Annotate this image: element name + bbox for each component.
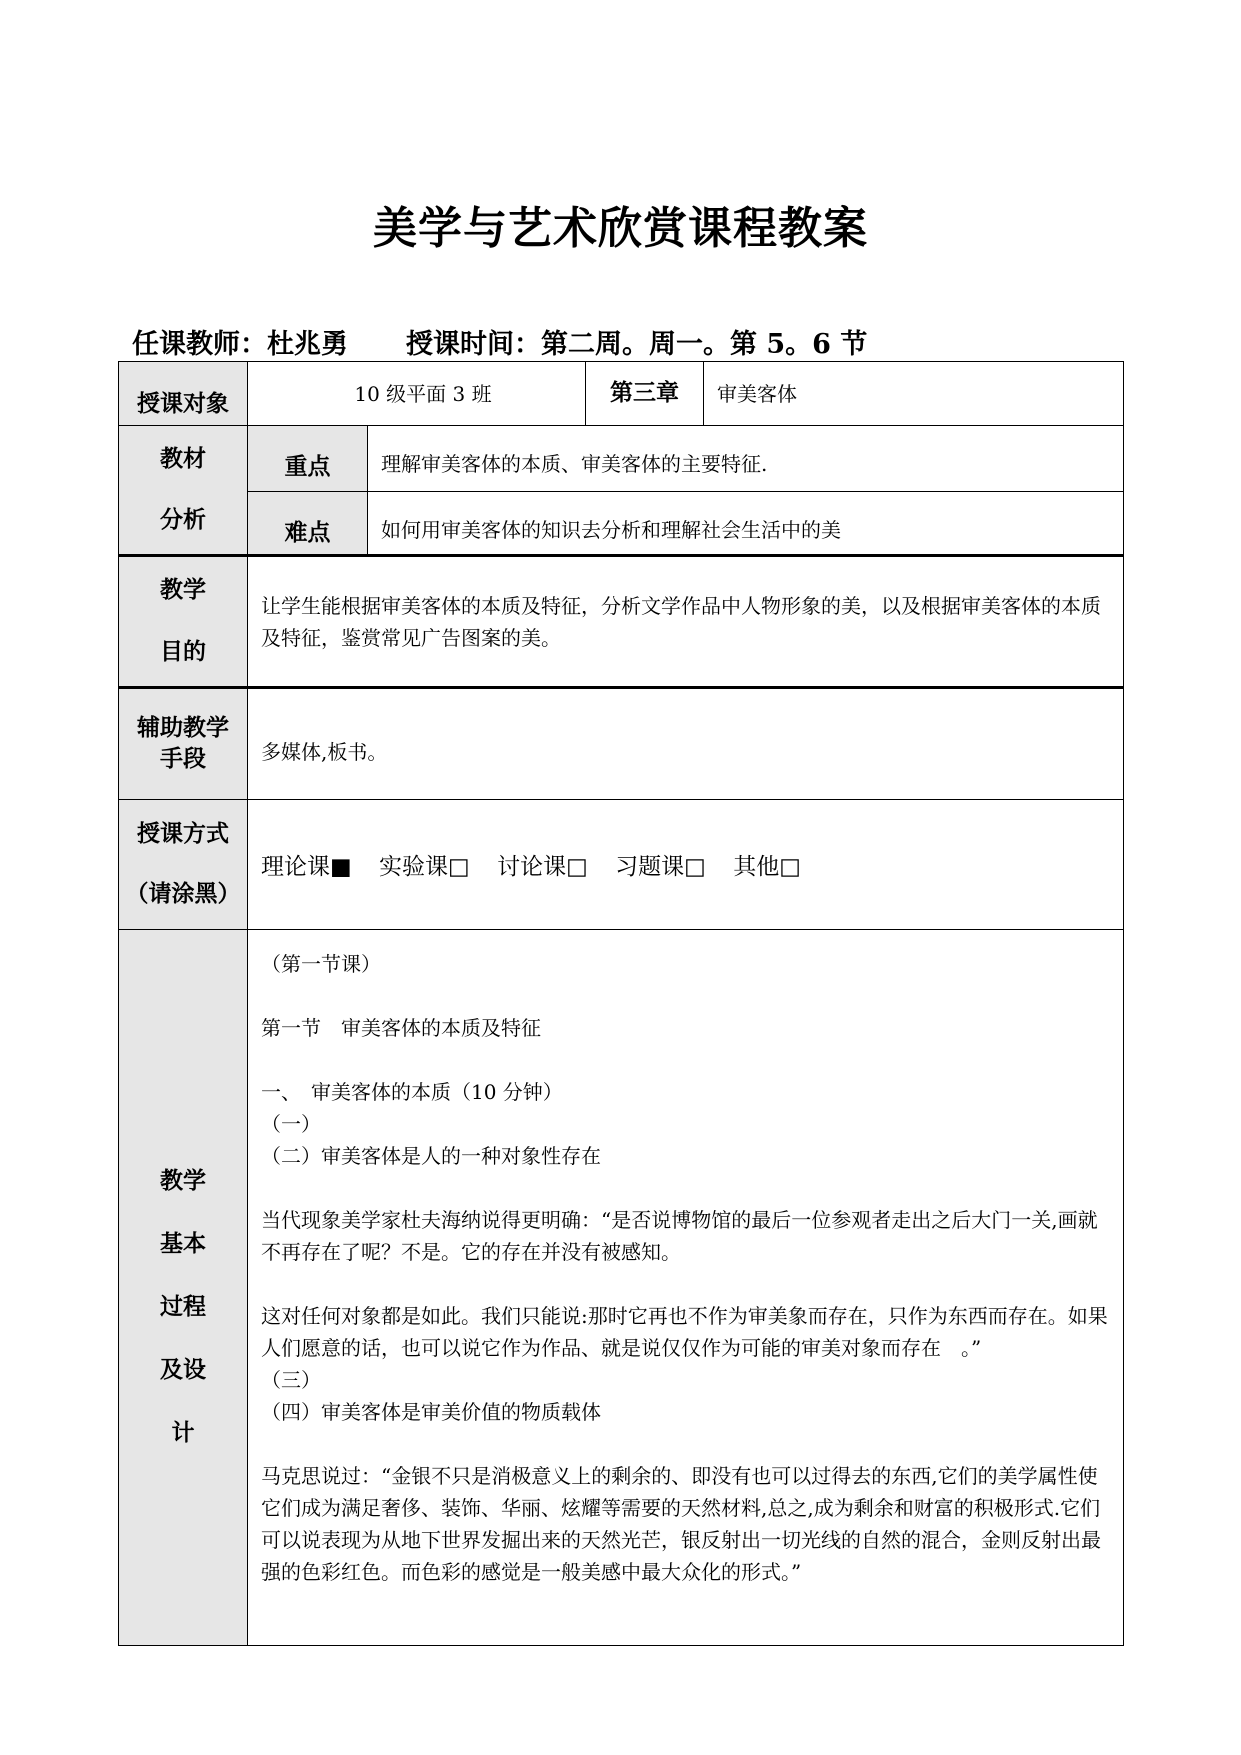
method-label-top: 授课方式 <box>137 821 229 848</box>
object-value: 10 级平面 3 班 <box>248 362 586 426</box>
process-line: 马克思说过：“金银不只是消极意义上的剩余的、即没有也可以过得去的东西,它们的美学属性使它们成为满足奢侈、装饰、华丽、炫耀等需要的天然材料,总之,成为剩余和财富的积极形式.它们可以说表现为从地下世界发掘出来的天然光芒，银反射出一切光线的自然的混合，金则反射出最强的色彩红色。而色彩的感觉是一般美感中最大众化的形式。” <box>261 1464 1101 1584</box>
aids-label <box>119 688 248 800</box>
process-label-4: 及设 <box>160 1357 206 1384</box>
goal-label-bottom: 目的 <box>160 638 206 665</box>
object-label: 授课对象 <box>119 362 248 426</box>
method-options <box>248 800 1124 930</box>
process-content <box>248 930 1124 1646</box>
method-option-discussion[interactable]: 讨论课□ <box>497 854 588 880</box>
process-label <box>119 930 248 1646</box>
key-point-value: 理解审美客体的本质、审美客体的主要特征. <box>368 426 1124 492</box>
material-label-bottom: 分析 <box>160 507 206 533</box>
process-line: 第一节 审美客体的本质及特征 <box>261 1016 541 1040</box>
material-label <box>119 426 248 556</box>
process-line: 这对任何对象都是如此。我们只能说:那时它再也不作为审美象而存在，只作为东西而存在。如果人们愿意的话，也可以说它作为作品、就是说仅仅作为可能的审美对象而存在 。” <box>261 1304 1108 1360</box>
process-line: 一、 审美客体的本质（10 分钟） <box>261 1080 563 1104</box>
teacher-info: 任课教师：杜兆勇 <box>132 329 348 360</box>
difficulty-value: 如何用审美客体的知识去分析和理解社会生活中的美 <box>368 492 1124 556</box>
process-line: 当代现象美学家杜夫海纳说得更明确：“是否说博物馆的最后一位参观者走出之后大门一关,画就不再存在了呢？不是。它的存在并没有被感知。 <box>261 1208 1098 1264</box>
aids-text: 多媒体,板书。 <box>248 688 1124 800</box>
class-time-info: 授课时间：第二周。周一。第 5。6 节 <box>406 329 868 360</box>
process-label-1: 教学 <box>160 1167 206 1194</box>
chapter-value: 审美客体 <box>704 362 1124 426</box>
goal-label-top: 教学 <box>160 577 206 604</box>
difficulty-label: 难点 <box>248 492 368 556</box>
process-line: （一） <box>261 1112 321 1136</box>
aids-label-top: 辅助教学 <box>137 714 229 741</box>
method-label <box>119 800 248 930</box>
chapter-label: 第三章 <box>586 362 704 426</box>
header-info <box>132 322 867 361</box>
goal-label <box>119 556 248 688</box>
method-option-theory[interactable]: 理论课■ <box>261 854 352 880</box>
process-line: （第一节课） <box>261 952 381 976</box>
process-label-3: 过程 <box>160 1293 206 1320</box>
method-option-exercise[interactable]: 习题课□ <box>615 854 706 880</box>
process-line: （二）审美客体是人的一种对象性存在 <box>261 1144 601 1168</box>
material-label-top: 教材 <box>160 445 206 472</box>
aids-label-bottom: 手段 <box>160 746 206 772</box>
lesson-plan-table <box>118 361 1124 1646</box>
process-line: （三） <box>261 1368 321 1392</box>
goal-text: 让学生能根据审美客体的本质及特征，分析文学作品中人物形象的美，以及根据审美客体的本质及特征，鉴赏常见广告图案的美。 <box>248 556 1124 688</box>
page-title: 美学与艺术欣赏课程教案 <box>373 203 868 254</box>
process-label-2: 基本 <box>160 1230 206 1257</box>
process-label-5: 计 <box>171 1420 195 1447</box>
method-label-bottom: （请涂黑） <box>125 880 241 907</box>
method-option-other[interactable]: 其他□ <box>733 854 801 880</box>
key-point-label: 重点 <box>248 426 368 492</box>
method-option-lab[interactable]: 实验课□ <box>379 854 470 880</box>
process-line: （四）审美客体是审美价值的物质载体 <box>261 1400 601 1424</box>
